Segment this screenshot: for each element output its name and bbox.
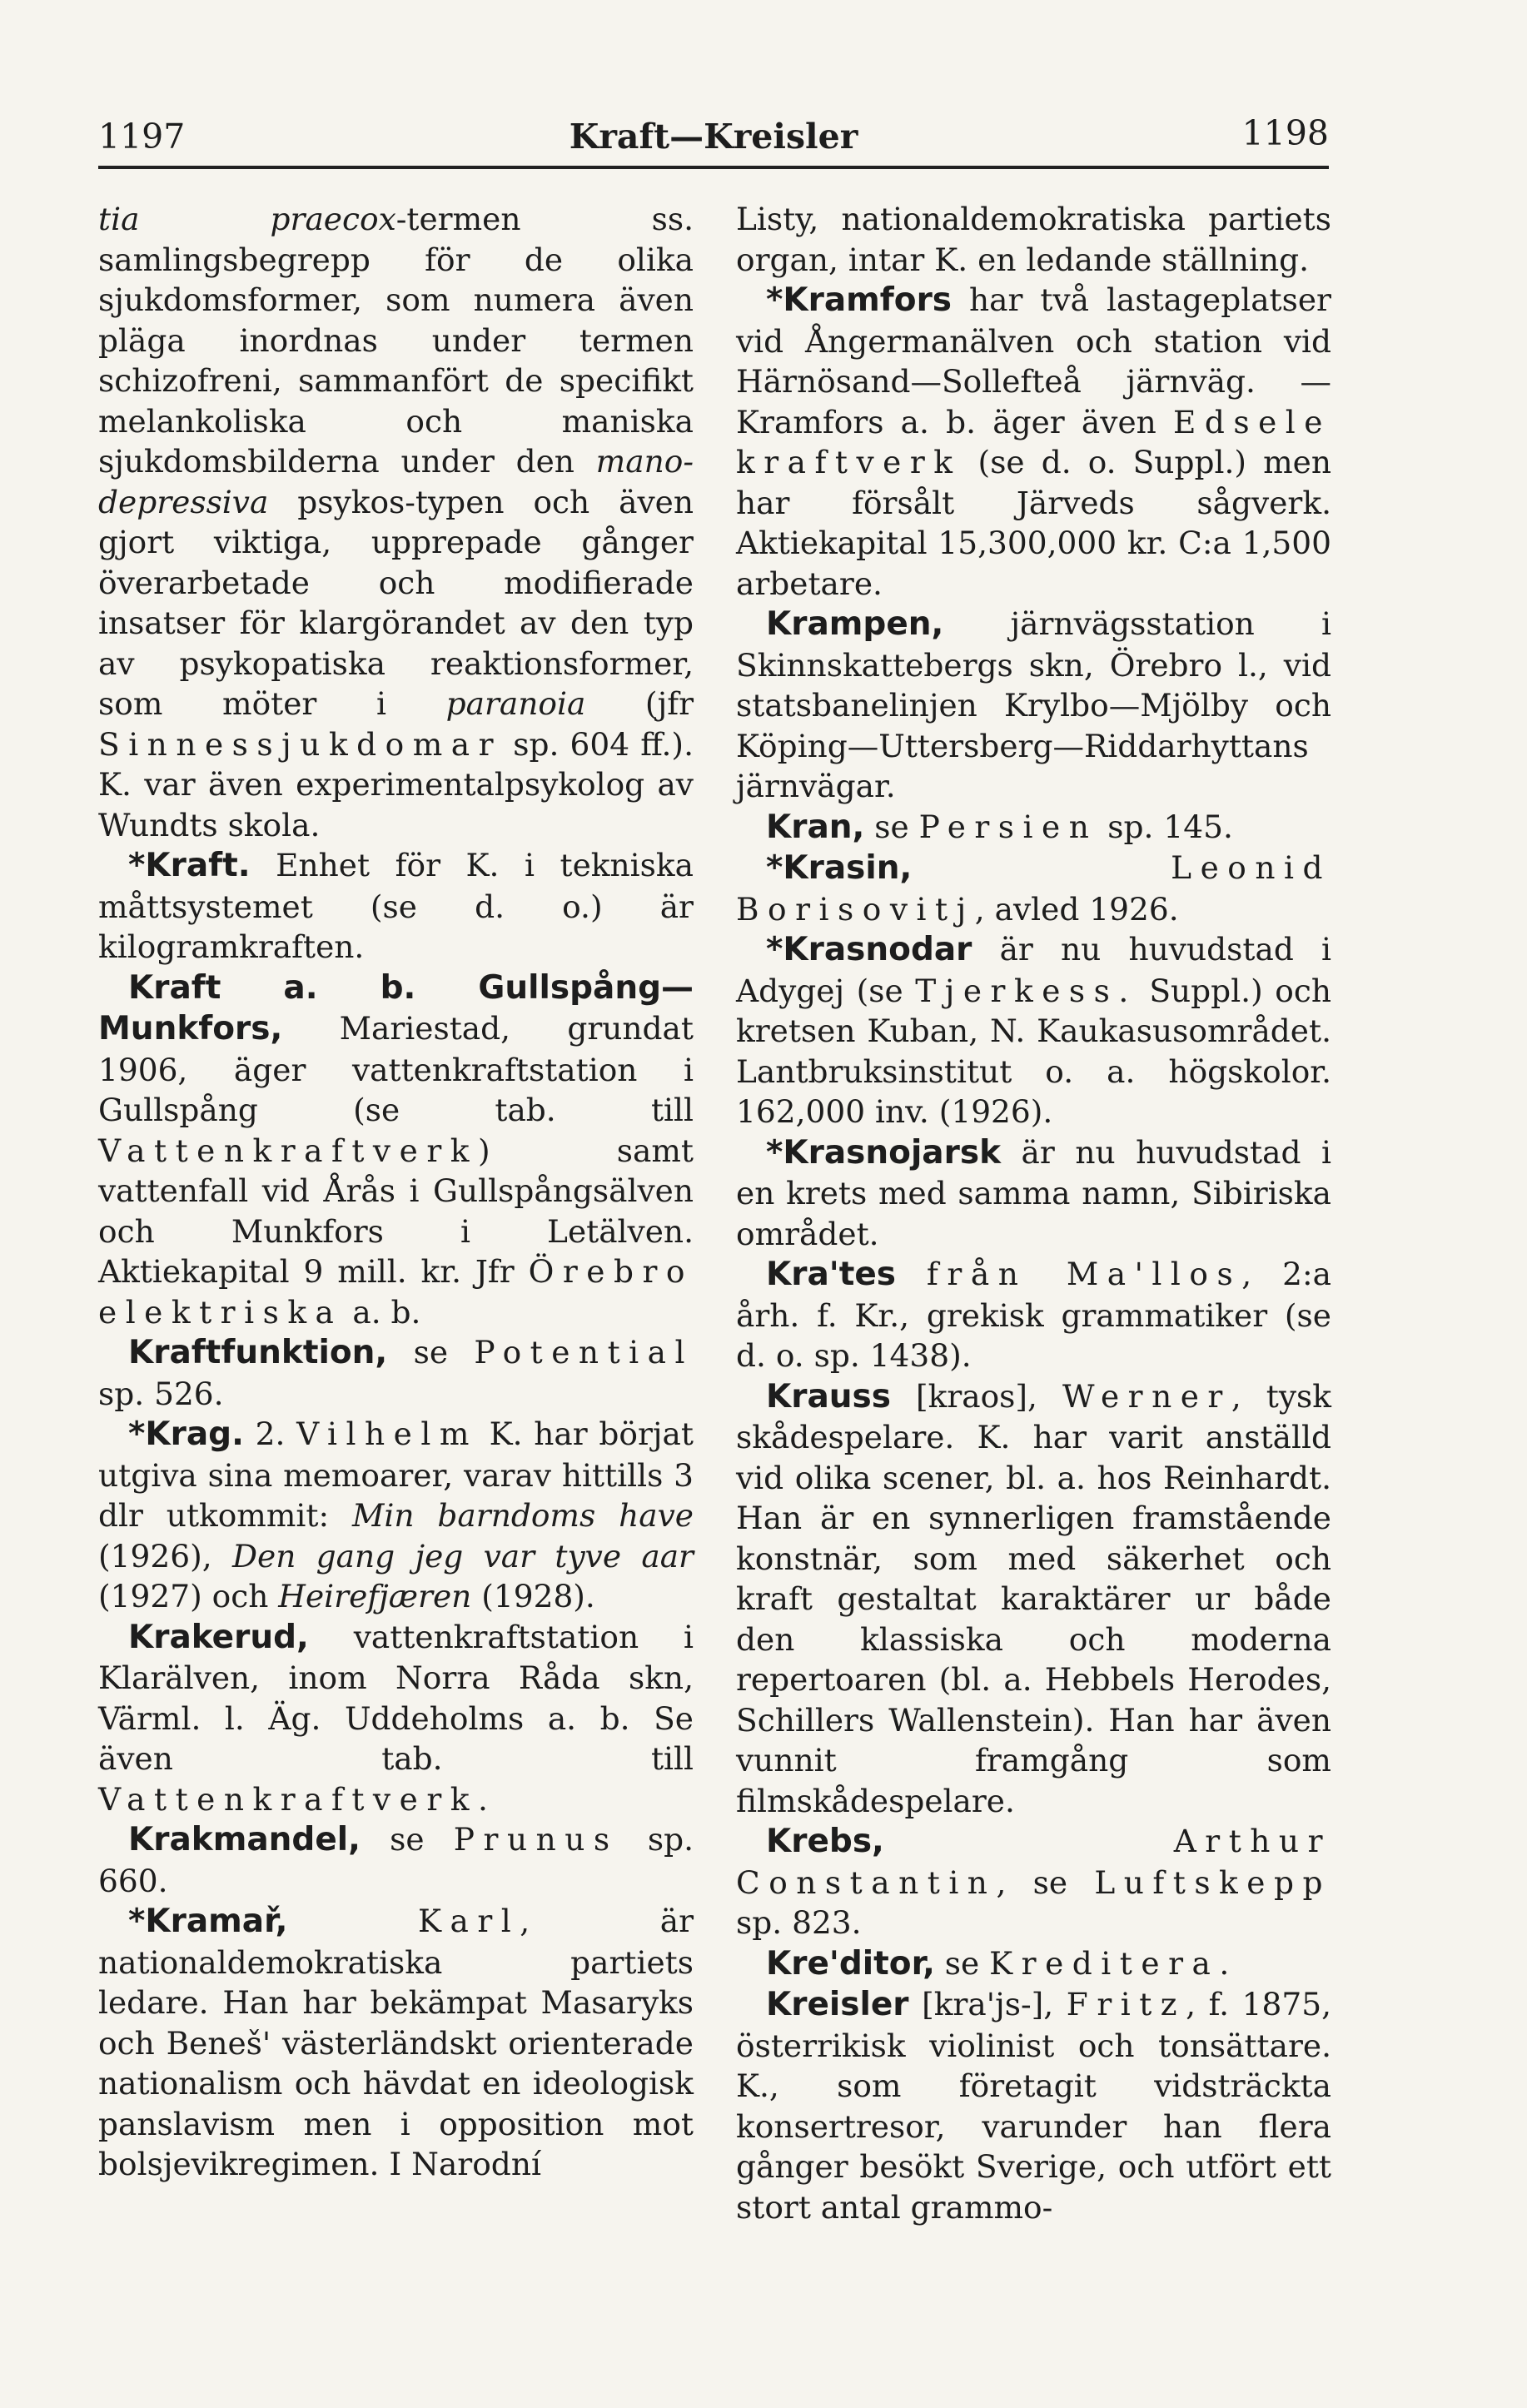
entry-text: ) samt vattenfall vid Årås i Gullspångsälven och Munkfors i Letälven. Aktiekapital 9 mill. kr. Jfr [98,1132,694,1290]
entry-text: (1928). [471,1578,595,1614]
entry-krakerud [98,1617,694,1820]
entry-text: [kra'js-], [908,1986,1067,2022]
entry-kraftfunktion [98,1332,694,1414]
entry-text: , f. 1875, österrikisk violinist och tonsättare. K., som företagit vidsträckta konsertresor, varunder han flera gånger besökt Sverige, och utfört ett stort antal grammo- [736,1986,1331,2226]
entry-text: , 2:a årh. f. Kr., grekisk grammatiker (se d. o. sp. 1438). [736,1256,1331,1374]
spaced-reference: Fritz [1066,1986,1186,2022]
entry-krasin [736,848,1331,929]
entry-krakmandel [98,1819,694,1901]
entry-kramfors [736,280,1331,604]
entry-text: har två lastageplatser vid Ångermanälven och station vid Härnösand—Sollefteå järnväg. — Kramfors a. b. äger även [736,281,1331,440]
entry-text [884,1823,1174,1859]
entry-text: sp. 823. [736,1904,862,1941]
entry-text [896,1256,927,1292]
entry-text: järnvägsstation i Skinnskattebergs skn, Örebro l., vid statsbanelinjen Krylbo—Mjölby och Köping—Uttersberg—Riddarhyttans järnvägar. [736,605,1331,804]
running-title: Kraft—Kreisler [569,117,858,157]
spaced-reference: Karl [417,1903,520,1939]
spaced-reference: Vattenkraftverk [98,1132,478,1169]
headword: Krauss [766,1377,891,1415]
headword: Krebs, [766,1823,884,1860]
headword: Krakmandel, [128,1821,361,1858]
entry-text: sp. 660. [98,1821,694,1899]
headword: *Kramfors [766,281,953,319]
entry-text: K. har börjat utgiva sina memoarer, varav hittills 3 dlr utkommit: [98,1415,694,1534]
entry-text: Mariestad, grundat 1906, äger vattenkraftstation i Gullspång (se tab. till [98,1010,694,1128]
entry-kraft-ab [98,968,694,1333]
spaced-reference: Werner [1062,1377,1231,1415]
entry-text: . [477,1780,488,1818]
headword: *Kramař, [128,1903,288,1940]
entry-text [287,1903,418,1939]
headword: Kra'tes [766,1256,897,1293]
headword: Kraft a. b. Gullspång—Munkfors, [98,968,694,1047]
spaced-reference: Prunus [453,1821,619,1858]
entry-text: sp. 526. [98,1375,224,1412]
entry-krampen [736,604,1331,807]
italic-text: tia praecox [98,201,396,237]
header-rule [98,166,1329,169]
entry-text: (1926), [98,1537,232,1575]
entry-cont-listy [736,199,1331,280]
headword: *Krag. [128,1415,244,1453]
italic-text: Den gang jeg var tyve aar [231,1537,694,1575]
entry-text: , tysk skådespelare. K. har varit anställd vid olika scener, bl. a. hos Reinhardt. Han är en synnerligen framstående konstnär, som med säkerhet och kraft gestaltat karaktärer ur både den klassiska och moderna repertoaren (bl. a. Hebbels Herodes, Schillers Wallenstein). Han har även vunnit framgång som filmskådespelare. [736,1377,1331,1819]
entry-krasnodar [736,929,1331,1132]
entry-text: se [360,1821,454,1858]
entry-krauss [736,1376,1331,1822]
spaced-reference: Kreditera [989,1944,1220,1982]
entry-text: sp. 604 ff.). K. var även experimentalpsykolog av Wundts skola. [98,725,694,843]
entry-text: , se [996,1863,1095,1901]
headword: Krakerud, [128,1618,309,1656]
entry-text: är nu huvudstad i Adygej (se [736,931,1331,1009]
right-page-number: 1198 [1241,113,1329,153]
entry-text: 2. [243,1415,297,1452]
entry-text: psykos-typen och även gjort viktiga, upprepade gånger överarbetade och modifierade insatser för klargörandet av den typ av psykopatiska reaktionsformer, som möter i [98,483,694,722]
entry-text: se [864,808,919,845]
headword: Krampen, [766,605,944,643]
entry-cont-praecox [98,199,694,845]
spaced-reference: Leonid Borisovitj [736,849,1331,928]
left-column [98,199,694,2185]
spaced-reference: Örebro elektriska [98,1253,694,1331]
entry-text: [kraos], [890,1377,1062,1415]
spaced-reference: från Ma'llos [927,1256,1242,1292]
headword: *Kraft. [128,847,251,884]
headword: Kre'ditor, [766,1944,935,1983]
right-column [736,199,1331,2227]
entry-text: , avled 1926. [974,890,1179,928]
spaced-reference: Edsele kraftverk [736,403,1331,480]
headword: Kran, [766,808,865,846]
entry-text: (1927) och [98,1578,279,1614]
italic-text: Min barndoms have [352,1497,694,1534]
spaced-reference: Potential [474,1334,694,1371]
entry-text: vattenkraftstation i Klarälven, inom Norra Råda skn, Värml. l. Äg. Uddeholms a. b. Se även tab. till [98,1618,694,1777]
spaced-reference: Persien [918,808,1098,845]
italic-text: mano-depressiva [98,443,694,520]
spaced-reference: Arthur Constantin [736,1823,1331,1901]
spaced-reference: Sinnessjukdomar [98,725,503,763]
entry-text: sp. 145. [1097,808,1233,845]
left-page-number: 1197 [98,117,186,157]
page-header [98,110,1329,168]
entry-kreditor [736,1943,1331,1985]
entry-text: (se d. o. Suppl.) men har försålt Järveds sågverk. Aktiekapital 15,300,000 kr. C:a 1,500 arbetare. [736,444,1331,602]
entry-text: Suppl.) och kretsen Kuban, N. Kaukasusområdet. Lantbruksinstitut o. a. högskolor. 162,000 inv. (1926). [736,972,1331,1130]
entry-text: a. b. [342,1293,421,1331]
entry-text: -termen ss. samlingsbegrepp för de olika sjukdomsformer, som numera även pläga inordnas under termen schizofreni, sammanfört de specifikt melankoliska och maniska sjukdomsbilderna under den [98,201,694,480]
entry-text [912,849,1171,886]
spaced-reference: Vilhelm [296,1415,478,1452]
entry-text: (jfr [585,685,694,722]
entry-kramar [98,1901,694,2185]
entry-krates [736,1254,1331,1376]
italic-text: Heirefjæren [278,1578,472,1614]
spaced-reference: Luftskepp [1094,1863,1331,1901]
entry-text: , är nationaldemokratiska partiets ledare. Han har bekämpat Masaryks och Beneš' västerländskt orienterade nationalism och hävdat en ideologisk panslavism men i opposition mot bolsjevikregimen. I Narodní [98,1903,694,2182]
spaced-reference: Vattenkraftverk [98,1780,478,1818]
spaced-reference: Tjerkess. [915,972,1137,1009]
entry-text: . [1219,1944,1230,1982]
entry-krag [98,1414,694,1617]
entry-kraft [98,845,694,968]
entry-text: Enhet för K. i tekniska måttsystemet (se d. o.) är kilogramkraften. [98,847,694,965]
headword: *Krasin, [766,849,913,887]
entry-text: se [934,1944,990,1982]
italic-text: paranoia [445,685,586,722]
headword: *Krasnodar [766,931,972,968]
entry-text: se [387,1334,475,1371]
entry-text: är nu huvudstad i en krets med samma namn, Sibiriska området. [736,1133,1331,1252]
headword: Kreisler [766,1986,909,2023]
headword: *Krasnojarsk [766,1133,1002,1172]
headword: Kraftfunktion, [128,1334,388,1371]
entry-kreisler [736,1984,1331,2227]
entry-krasnojarsk [736,1132,1331,1255]
entry-krebs [736,1821,1331,1943]
entry-text: Listy, nationaldemokratiska partiets organ, intar K. en ledande ställning. [736,201,1331,278]
entry-kran [736,807,1331,848]
